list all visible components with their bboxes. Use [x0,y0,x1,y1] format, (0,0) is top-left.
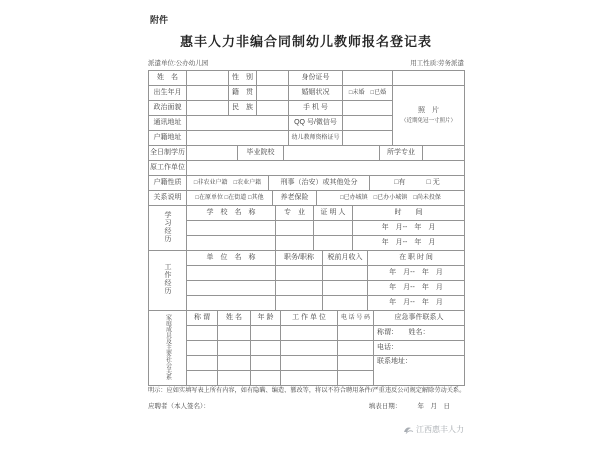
name-label: 姓 名 [149,71,187,86]
study-time-header: 时 间 [353,206,465,221]
work-unit-input-cell [187,281,276,296]
identity-section [148,70,465,146]
relation-pension-section [148,190,465,206]
company-logo-icon [403,425,414,435]
registration-table [148,70,464,386]
employment-type-label: 用工性质:劳务派遣 [410,60,464,67]
work-section-label: 工作经历 [149,251,187,311]
study-section-label: 学习经历 [149,206,187,251]
family-workunit-input-cell [281,341,338,356]
meta-row [148,58,464,67]
household-address-input-cell [187,131,289,146]
native-place-input-cell [257,86,289,101]
study-witness-header: 证 明 人 [314,206,353,221]
signature-row [148,401,464,410]
study-major-header: 专 业 [276,206,314,221]
marital-checkboxes: □未婚 □已婚 [343,86,393,101]
family-phone-input-cell [338,341,374,356]
family-age-input-cell [251,341,281,356]
family-workunit-input-cell [281,371,338,386]
work-income-input-cell [323,296,368,311]
company-watermark [403,424,464,435]
former-employer-input-cell [187,161,465,176]
relation-checkboxes: □在原单位 □在街道 □其他 [187,191,273,206]
study-section [148,205,465,251]
education-label: 全日制学历 [149,146,187,161]
notice-text: 明示：应如实填写表上所有内容，如有隐瞒、编造、篡改等，将以不符合聘用条件/严重违反公司规定解除劳动关系。 [148,387,466,394]
study-school-input-cell [187,221,276,236]
family-title-input-cell [187,326,218,341]
family-workunit-header: 工 作 单 位 [281,311,338,326]
work-position-input-cell [276,281,323,296]
fill-date-label: 填表日期： 年 月 日 [368,403,450,410]
study-period-cell: 年 月-- 年 月 [353,236,465,251]
photo-note: （近期免冠一寸照片） [400,117,456,124]
study-period-cell: 年 月-- 年 月 [353,221,465,236]
criminal-checkboxes: □有 □ 无 [370,176,465,191]
work-income-input-cell [323,281,368,296]
family-title-input-cell [187,371,218,386]
emergency-phone-cell: 电话： [374,341,465,356]
id-number-input-cell [343,71,393,86]
dispatch-unit-label: 派遣单位:公办幼儿园 [148,60,209,67]
study-school-input-cell [187,236,276,251]
qq-wechat-label: QQ 号/微信号 [289,116,343,131]
household-type-section [148,175,465,191]
major-input-cell [423,146,465,161]
family-phone-input-cell [338,356,374,371]
work-position-input-cell [276,296,323,311]
page-title: 惠丰人力非编合同制幼儿教师报名登记表 [179,34,432,49]
id-number-label: 身份证号 [289,71,343,86]
work-income-header: 税前月收入 [323,251,368,266]
study-major-input-cell [276,221,314,236]
family-name-input-cell [218,371,251,386]
family-phone-input-cell [338,371,374,386]
relation-label: 关系说明 [149,191,187,206]
school-label: 毕业院校 [238,146,284,161]
education-section [148,145,465,161]
family-section [148,310,465,386]
gender-label: 性 别 [229,71,257,86]
emergency-contact-header: 应急事件联系人 [374,311,465,326]
work-position-input-cell [276,266,323,281]
family-name-input-cell [218,356,251,371]
work-position-header: 职务/职称 [276,251,323,266]
household-type-label: 户籍性质 [149,176,187,191]
study-major-input-cell [276,236,314,251]
family-section-label: 家庭成员及主要社会关系 [149,311,187,386]
family-name-input-cell [218,326,251,341]
photo-title: 照 片 [418,107,439,115]
native-place-label: 籍 贯 [229,86,257,101]
work-unit-input-cell [187,266,276,281]
major-label: 所学专业 [380,146,423,161]
political-label: 政治面貌 [149,101,187,116]
ethnic-label: 民 族 [229,101,257,116]
work-unit-header: 单 位 名 称 [187,251,276,266]
ethnic-input-cell [257,101,289,116]
birth-label: 出生年月 [149,86,187,101]
former-employer-section [148,160,465,176]
family-age-header: 年 龄 [251,311,281,326]
family-workunit-input-cell [281,356,338,371]
household-address-label: 户籍地址 [149,131,187,146]
name-input-cell [187,71,229,86]
company-logo-text: 江西惠丰人力 [416,425,464,434]
family-title-input-cell [187,341,218,356]
education-input-cell [187,146,238,161]
school-input-cell [284,146,380,161]
family-age-input-cell [251,371,281,386]
work-income-input-cell [323,266,368,281]
study-witness-input-cell [314,221,353,236]
family-title-header: 称 谓 [187,311,218,326]
family-phone-header: 电 话 号 码 [338,311,374,326]
gender-input-cell [257,71,289,86]
family-name-input-cell [218,341,251,356]
postal-address-input-cell [187,116,289,131]
work-section [148,250,465,311]
criminal-label: 刑事（治安）或其他处分 [269,176,370,191]
family-title-input-cell [187,356,218,371]
family-name-header: 姓 名 [218,311,251,326]
work-unit-input-cell [187,296,276,311]
political-input-cell [187,101,229,116]
family-age-input-cell [251,356,281,371]
family-age-input-cell [251,326,281,341]
applicant-signature-label: 应聘者（本人签名）： [148,403,210,410]
attachment-label: 附件 [150,15,169,25]
mobile-input-cell [343,101,393,116]
work-period-cell: 年 月-- 年 月 [368,281,465,296]
pension-checkboxes: □已办城镇 □已办小城镇 □尚未投保 [317,191,465,206]
study-school-header: 学 校 名 称 [187,206,276,221]
emergency-title-name-cell: 称谓： 姓名： [374,326,465,341]
former-employer-label: 原工作单位 [149,161,187,176]
family-workunit-input-cell [281,326,338,341]
mobile-label: 手 机 号 [289,101,343,116]
household-type-checkboxes: □非农业户籍 □农业户籍 [187,176,269,191]
qq-wechat-input-cell [343,116,393,131]
birth-input-cell [187,86,229,101]
postal-address-label: 通讯地址 [149,116,187,131]
work-period-cell: 年 月-- 年 月 [368,266,465,281]
pension-label: 养老保险 [273,191,317,206]
teacher-cert-input-cell [343,131,393,146]
work-tenure-header: 在 职 时 间 [368,251,465,266]
blank-cell [393,71,465,86]
emergency-address-cell: 联系地址： [374,356,465,386]
family-phone-input-cell [338,326,374,341]
marital-label: 婚姻状况 [289,86,343,101]
work-period-cell: 年 月-- 年 月 [368,296,465,311]
photo-cell [393,86,465,146]
teacher-cert-label: 幼儿教师资格证号 [289,131,343,146]
study-witness-input-cell [314,236,353,251]
